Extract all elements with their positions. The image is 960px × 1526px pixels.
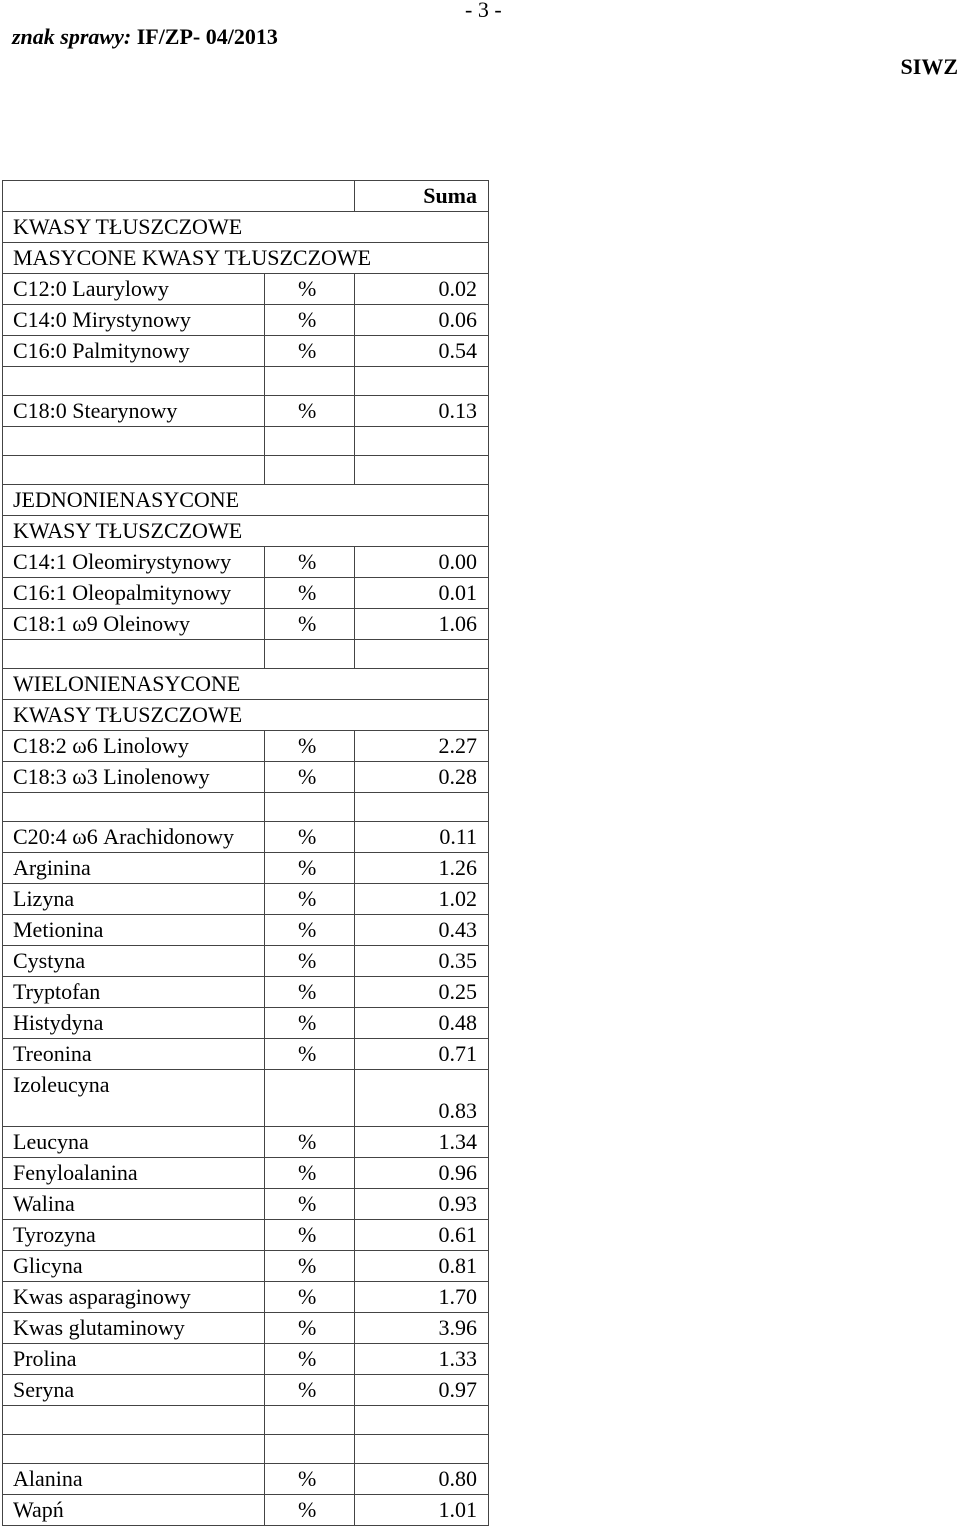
table-row [3, 1158, 489, 1189]
spacer-row [3, 1435, 489, 1464]
section-row [3, 212, 489, 243]
component-name: Wapń [3, 1495, 265, 1526]
empty-cell [265, 456, 355, 485]
value-cell: 0.43 [355, 915, 489, 946]
empty-cell [265, 1406, 355, 1435]
component-name: Walina [3, 1189, 265, 1220]
table-row [3, 1220, 489, 1251]
empty-cell [3, 427, 265, 456]
value-cell: 0.35 [355, 946, 489, 977]
table-row [3, 1495, 489, 1526]
table-row [3, 1375, 489, 1406]
empty-cell [355, 367, 489, 396]
empty-cell [3, 456, 265, 485]
table-row [3, 1464, 489, 1495]
section-label: WIELONIENASYCONE [3, 669, 489, 700]
unit-cell: % [265, 1189, 355, 1220]
component-name: C16:0 Palmitynowy [3, 336, 265, 367]
value-cell: 0.01 [355, 578, 489, 609]
value-cell: 1.33 [355, 1344, 489, 1375]
header-empty-cell [3, 181, 355, 212]
component-name: Cystyna [3, 946, 265, 977]
document-type: SIWZ [900, 54, 958, 79]
component-name: C16:1 Oleopalmitynowy [3, 578, 265, 609]
case-number: IF/ZP- 04/2013 [136, 24, 278, 49]
table-row [3, 915, 489, 946]
table-row [3, 1127, 489, 1158]
unit-cell: % [265, 762, 355, 793]
component-name: Tryptofan [3, 977, 265, 1008]
component-name: C18:0 Stearynowy [3, 396, 265, 427]
table-row [3, 336, 489, 367]
table-row [3, 547, 489, 578]
value-cell: 1.70 [355, 1282, 489, 1313]
table-header-row [3, 181, 489, 212]
component-name: Kwas glutaminowy [3, 1313, 265, 1344]
table-row [3, 396, 489, 427]
unit-cell: % [265, 1039, 355, 1070]
value-cell: 1.06 [355, 609, 489, 640]
case-reference [12, 24, 278, 50]
empty-cell [355, 1406, 489, 1435]
table-row [3, 731, 489, 762]
unit-cell: % [265, 731, 355, 762]
value-cell: 0.97 [355, 1375, 489, 1406]
empty-cell [355, 793, 489, 822]
value-cell: 1.01 [355, 1495, 489, 1526]
component-name: Tyrozyna [3, 1220, 265, 1251]
component-name: Fenyloalanina [3, 1158, 265, 1189]
value-cell: 0.80 [355, 1464, 489, 1495]
unit-cell: % [265, 1251, 355, 1282]
component-name: C18:1 ω9 Oleinowy [3, 609, 265, 640]
table-row [3, 305, 489, 336]
sum-header: Suma [355, 181, 489, 212]
table-row [3, 853, 489, 884]
section-row [3, 700, 489, 731]
table-row [3, 274, 489, 305]
table-row [3, 1313, 489, 1344]
value-cell: 0.13 [355, 396, 489, 427]
value-cell: 1.26 [355, 853, 489, 884]
empty-cell [355, 1435, 489, 1464]
component-name: Leucyna [3, 1127, 265, 1158]
section-label: KWASY TŁUSZCZOWE [3, 700, 489, 731]
component-name: Lizyna [3, 884, 265, 915]
table-row [3, 1039, 489, 1070]
unit-cell [265, 1070, 355, 1127]
unit-cell: % [265, 396, 355, 427]
value-cell: 0.06 [355, 305, 489, 336]
value-cell: 1.02 [355, 884, 489, 915]
unit-cell: % [265, 884, 355, 915]
section-row [3, 516, 489, 547]
component-name: Alanina [3, 1464, 265, 1495]
unit-cell: % [265, 1127, 355, 1158]
value-cell: 0.54 [355, 336, 489, 367]
spacer-row [3, 1406, 489, 1435]
table-row [3, 946, 489, 977]
table-row [3, 1070, 489, 1127]
component-name: C18:3 ω3 Linolenowy [3, 762, 265, 793]
empty-cell [3, 1406, 265, 1435]
unit-cell: % [265, 915, 355, 946]
empty-cell [265, 367, 355, 396]
table-row [3, 1251, 489, 1282]
value-cell: 0.93 [355, 1189, 489, 1220]
component-name: Treonina [3, 1039, 265, 1070]
section-label: KWASY TŁUSZCZOWE [3, 212, 489, 243]
composition-table [2, 180, 489, 1526]
empty-cell [265, 640, 355, 669]
unit-cell: % [265, 305, 355, 336]
empty-cell [3, 640, 265, 669]
value-cell: 0.25 [355, 977, 489, 1008]
spacer-row [3, 793, 489, 822]
spacer-row [3, 640, 489, 669]
empty-cell [3, 793, 265, 822]
unit-cell: % [265, 274, 355, 305]
section-row [3, 485, 489, 516]
component-name: Prolina [3, 1344, 265, 1375]
value-cell: 0.61 [355, 1220, 489, 1251]
unit-cell: % [265, 1158, 355, 1189]
unit-cell: % [265, 1008, 355, 1039]
component-name: C20:4 ω6 Arachidonowy [3, 822, 265, 853]
composition-table-body [3, 181, 489, 1526]
page-number: - 3 - [465, 0, 502, 22]
empty-cell [355, 427, 489, 456]
empty-cell [355, 456, 489, 485]
component-name: C14:1 Oleomirystynowy [3, 547, 265, 578]
section-label: KWASY TŁUSZCZOWE [3, 516, 489, 547]
table-row [3, 578, 489, 609]
case-label: znak sprawy: [12, 24, 132, 49]
component-name: C12:0 Laurylowy [3, 274, 265, 305]
value-cell: 0.71 [355, 1039, 489, 1070]
spacer-row [3, 456, 489, 485]
value-cell: 0.02 [355, 274, 489, 305]
unit-cell: % [265, 336, 355, 367]
table-row [3, 1189, 489, 1220]
unit-cell: % [265, 547, 355, 578]
component-name: Histydyna [3, 1008, 265, 1039]
value-cell: 2.27 [355, 731, 489, 762]
component-name: Glicyna [3, 1251, 265, 1282]
value-cell: 1.34 [355, 1127, 489, 1158]
unit-cell: % [265, 1375, 355, 1406]
component-name: C18:2 ω6 Linolowy [3, 731, 265, 762]
value-cell: 0.48 [355, 1008, 489, 1039]
spacer-row [3, 367, 489, 396]
table-row [3, 977, 489, 1008]
value-cell: 0.00 [355, 547, 489, 578]
unit-cell: % [265, 1313, 355, 1344]
component-name: Metionina [3, 915, 265, 946]
unit-cell: % [265, 822, 355, 853]
section-label: MASYCONE KWASY TŁUSZCZOWE [3, 243, 489, 274]
unit-cell: % [265, 1282, 355, 1313]
section-label: JEDNONIENASYCONE [3, 485, 489, 516]
empty-cell [265, 1435, 355, 1464]
empty-cell [3, 367, 265, 396]
component-name: Kwas asparaginowy [3, 1282, 265, 1313]
empty-cell [265, 427, 355, 456]
unit-cell: % [265, 1464, 355, 1495]
section-row [3, 243, 489, 274]
spacer-row [3, 427, 489, 456]
component-name: Arginina [3, 853, 265, 884]
unit-cell: % [265, 1495, 355, 1526]
unit-cell: % [265, 853, 355, 884]
unit-cell: % [265, 609, 355, 640]
table-row [3, 1008, 489, 1039]
table-row [3, 762, 489, 793]
value-cell: 0.28 [355, 762, 489, 793]
table-row [3, 609, 489, 640]
table-row [3, 822, 489, 853]
value-cell: 0.81 [355, 1251, 489, 1282]
value-cell: 0.96 [355, 1158, 489, 1189]
table-row [3, 1344, 489, 1375]
component-name: C14:0 Mirystynowy [3, 305, 265, 336]
unit-cell: % [265, 1344, 355, 1375]
table-row [3, 884, 489, 915]
component-name: Seryna [3, 1375, 265, 1406]
unit-cell: % [265, 578, 355, 609]
unit-cell: % [265, 1220, 355, 1251]
empty-cell [265, 793, 355, 822]
section-row [3, 669, 489, 700]
value-cell: 3.96 [355, 1313, 489, 1344]
component-name: Izoleucyna [3, 1070, 265, 1127]
table-row [3, 1282, 489, 1313]
unit-cell: % [265, 946, 355, 977]
unit-cell: % [265, 977, 355, 1008]
empty-cell [355, 640, 489, 669]
value-cell: 0.83 [355, 1070, 489, 1127]
value-cell: 0.11 [355, 822, 489, 853]
empty-cell [3, 1435, 265, 1464]
